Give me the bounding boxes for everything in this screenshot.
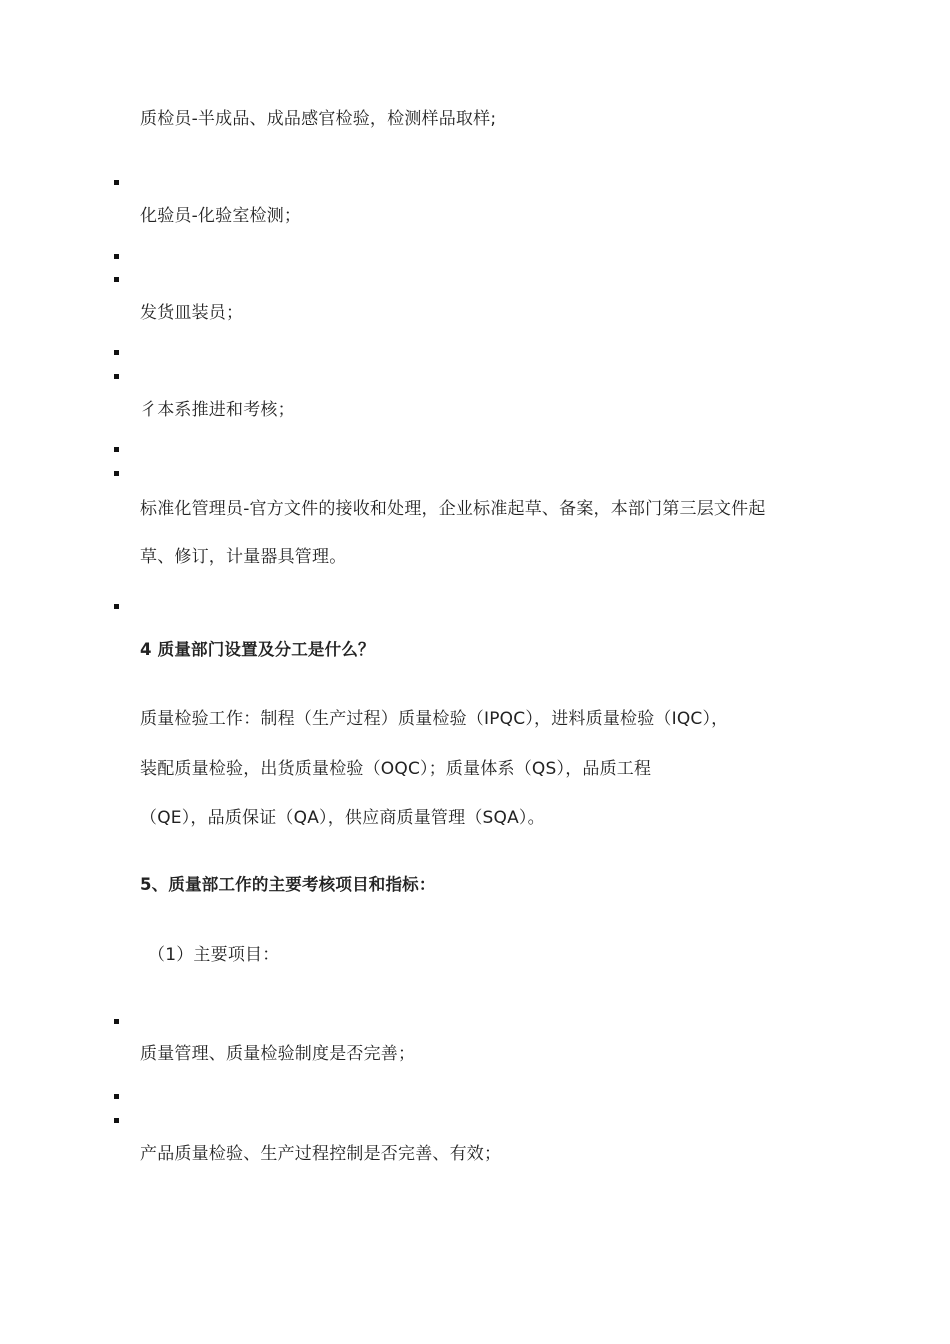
bullet-marker [114, 254, 119, 259]
bullet-marker [114, 1094, 119, 1099]
text-line-inspection-work-2: 装配质量检验，出货质量检验（OQC）；质量体系（QS），品质工程 [140, 759, 652, 779]
text-line-standardization-cont: 草、修订，计量器具管理。 [140, 547, 347, 567]
text-line-lab-tester: 化验员-化验室检测； [140, 206, 302, 226]
text-line-inspection-work-3: （QE），品质保证（QA），供应商质量管理（SQA）。 [140, 808, 545, 828]
text-line-product-inspection: 产品质量检验、生产过程控制是否完善、有效； [140, 1144, 502, 1164]
text-line-system: 彳本系推进和考核； [140, 400, 295, 420]
section-heading-4: 4 质量部门设置及分工是什么？ [140, 640, 375, 659]
bullet-marker [114, 1019, 119, 1024]
text-line-management: 质量管理、质量检验制度是否完善； [140, 1044, 416, 1064]
text-line-inspection-work: 质量检验工作：制程（生产过程）质量检验（IPQC），进料质量检验（IQC）， [140, 709, 729, 729]
sub-heading-main-items: （1）主要项目： [148, 945, 280, 965]
bullet-marker [114, 471, 119, 476]
section-heading-5: 5、质量部工作的主要考核项目和指标： [140, 875, 436, 894]
bullet-marker [114, 350, 119, 355]
bullet-marker [114, 604, 119, 609]
text-line-shipping: 发货皿装员； [140, 303, 244, 323]
bullet-marker [114, 447, 119, 452]
bullet-marker [114, 277, 119, 282]
bullet-marker [114, 374, 119, 379]
bullet-marker [114, 1118, 119, 1123]
text-line-standardization: 标准化管理员-官方文件的接收和处理，企业标准起草、备案，本部门第三层文件起 [140, 499, 766, 519]
bullet-marker [114, 180, 119, 185]
text-line-inspector: 质检员-半成品、成品感官检验，检测样品取样; [140, 109, 497, 129]
